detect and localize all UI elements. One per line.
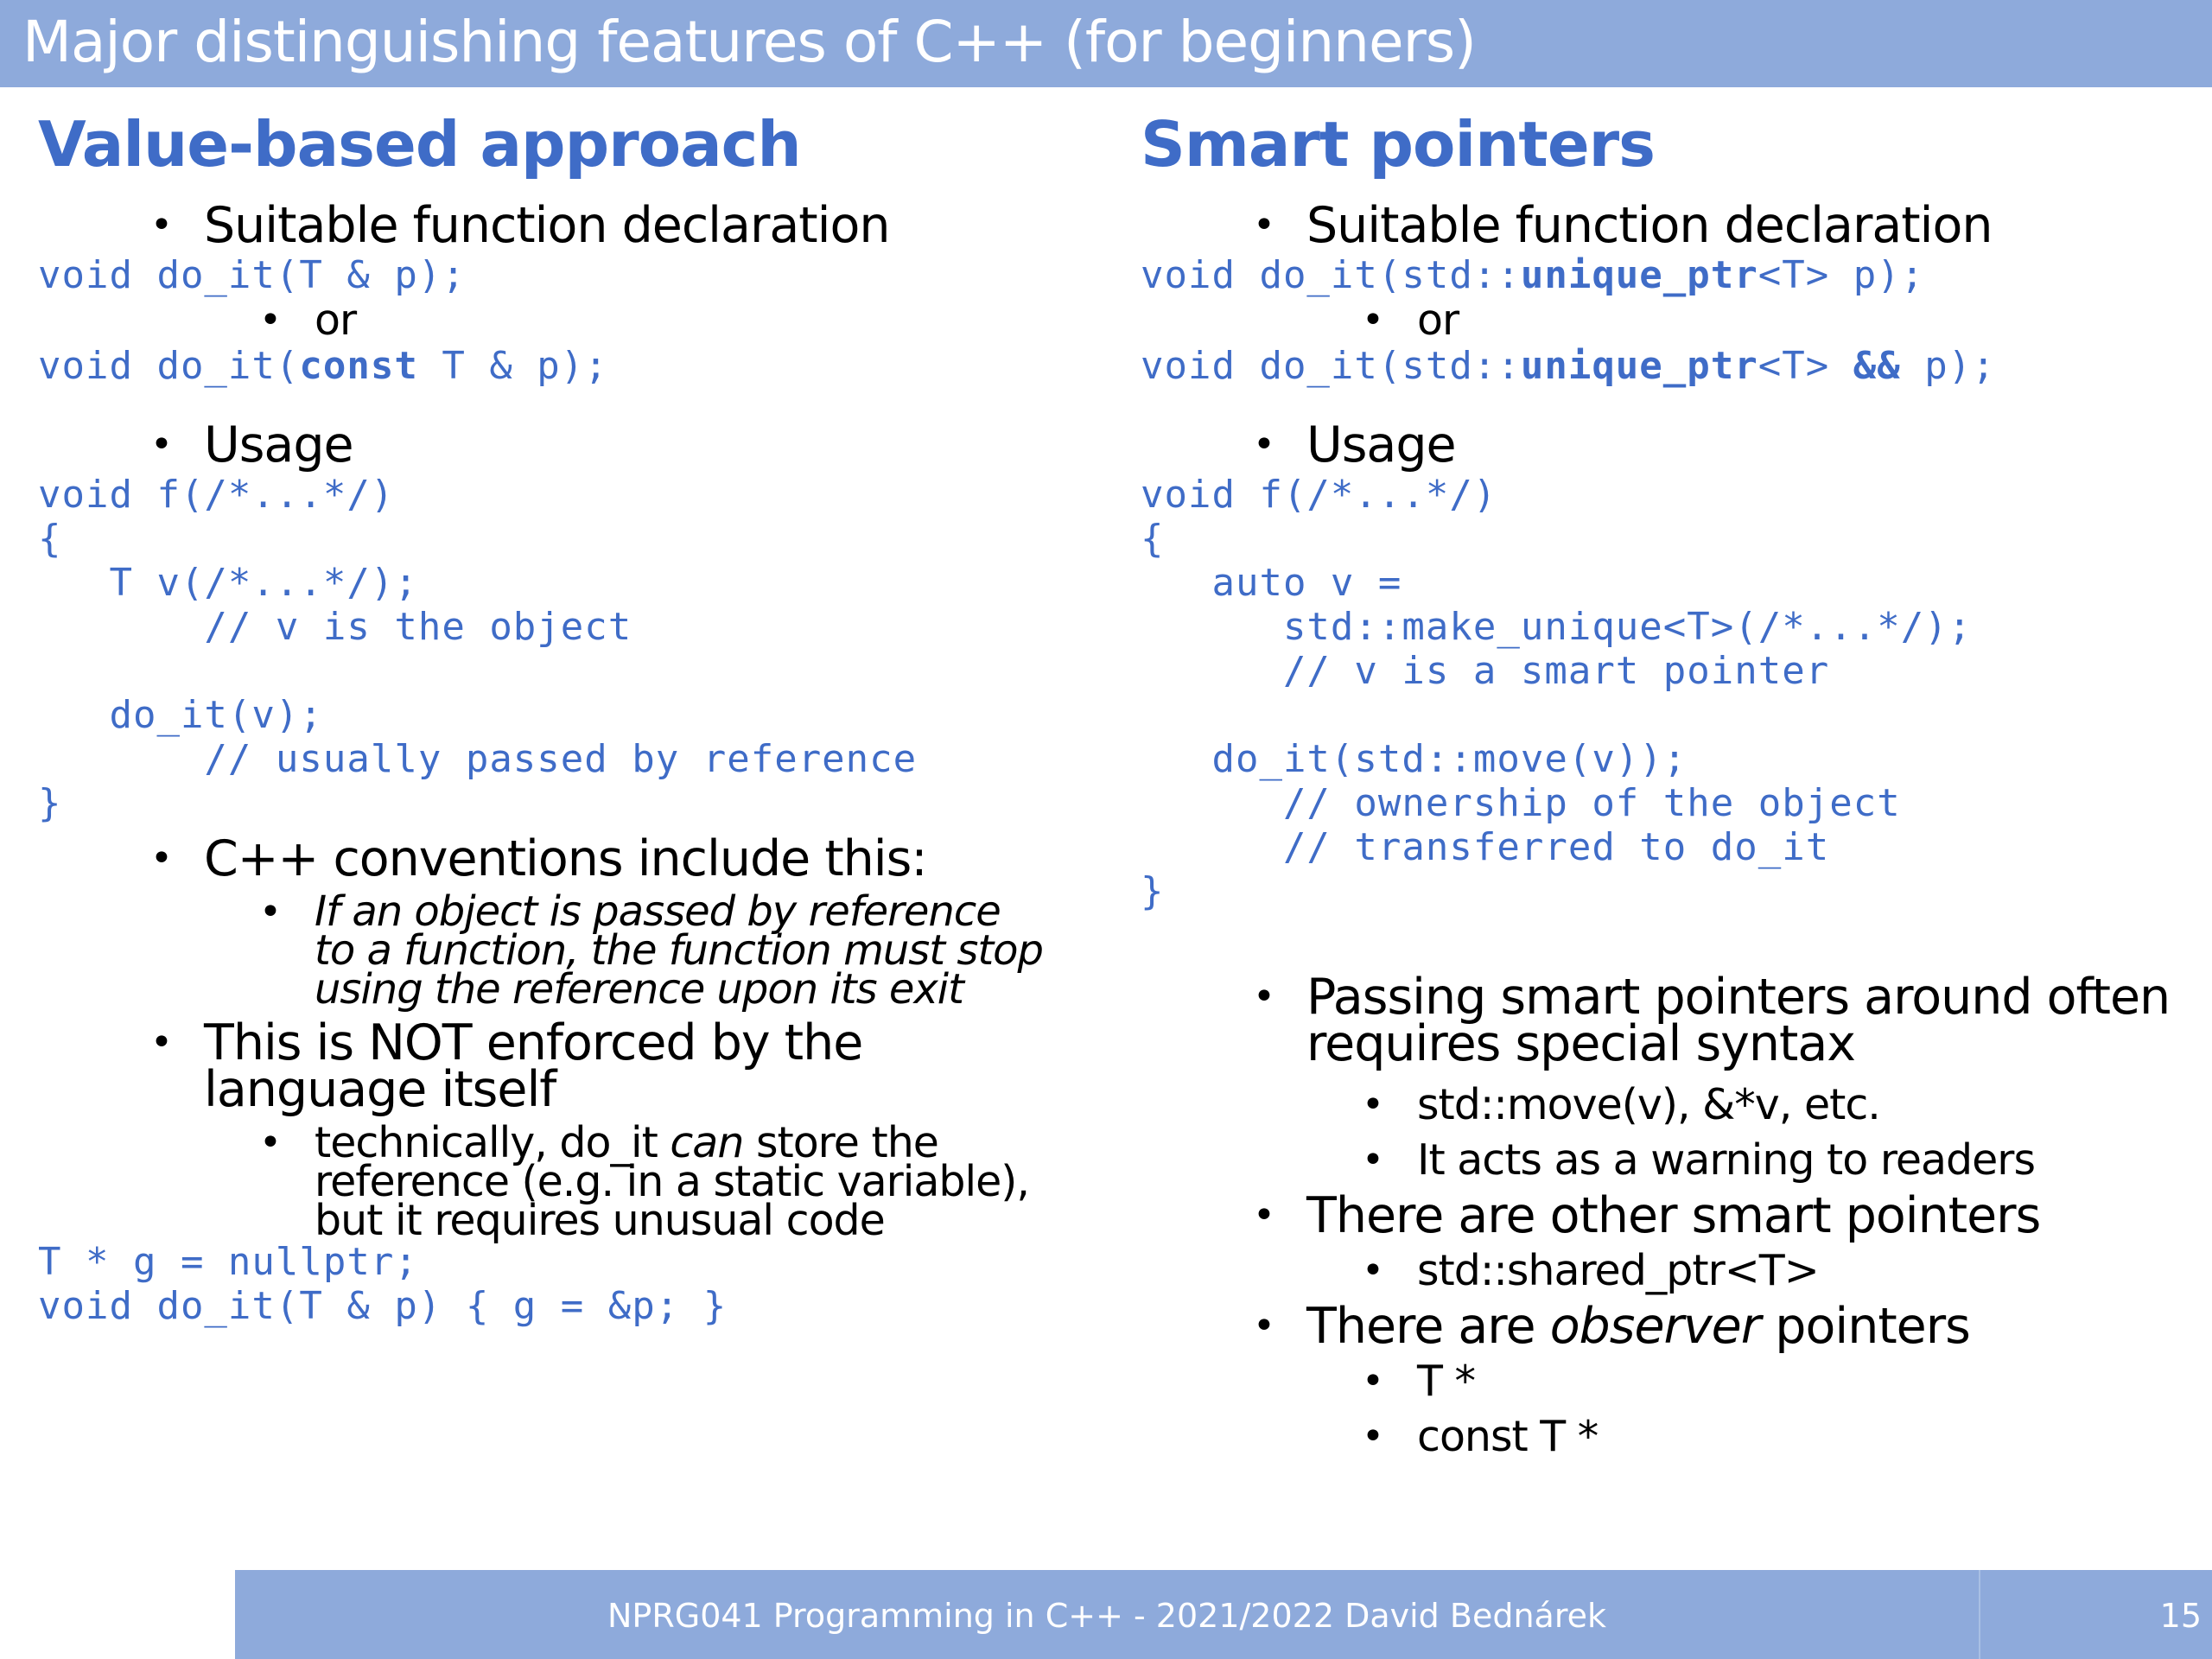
left-code-usage-line: // usually passed by reference xyxy=(38,737,918,781)
right-bullet-declaration: • Suitable function declaration xyxy=(1141,198,2195,253)
right-code-decl-1 xyxy=(1141,253,2195,297)
code-fragment: <T> p); xyxy=(1758,253,1925,297)
code-fragment: T & p); xyxy=(417,344,608,388)
left-sub-conventions: • If an object is passed by reference xyxy=(38,893,1092,931)
left-code-decl-1: void do_it(T & p); xyxy=(38,253,466,297)
right-bullet-passing-cont: requires special syntax xyxy=(1306,1015,1856,1072)
left-sub-technically xyxy=(38,1118,1092,1167)
right-code-usage-line: { xyxy=(1141,517,1165,561)
code-keyword: const xyxy=(299,344,418,388)
left-code-usage-line xyxy=(38,649,1092,693)
right-sub-shared: • std::shared_ptr<T> xyxy=(1141,1243,2195,1299)
right-code-usage-line: std::make_unique<T>(/*...*/); xyxy=(1141,605,1973,649)
left-column xyxy=(38,108,1092,1328)
right-code-usage-line: auto v = xyxy=(1141,561,1402,605)
left-sub-technically-cont: but it requires unusual code xyxy=(315,1196,885,1245)
right-code-usage-line: } xyxy=(1141,869,1165,913)
code-fragment: void do_it( xyxy=(38,344,300,388)
title-bar xyxy=(0,0,2212,87)
right-sub-move: • std::move(v), &*v, etc. xyxy=(1141,1077,2195,1133)
left-code-usage-line: T v(/*...*/); xyxy=(38,561,418,605)
left-code-bad-line: void do_it(T & p) { g = &p; } xyxy=(38,1284,728,1328)
left-bullet-not-enforced-cont: language itself xyxy=(204,1061,556,1118)
slide-title: Major distinguishing features of C++ (for beginners) xyxy=(22,9,1476,75)
right-sub-const-tptr: • const T * xyxy=(1141,1409,2195,1465)
right-bullet-observer xyxy=(1141,1299,2195,1354)
left-code-usage-line: { xyxy=(38,517,62,561)
left-code-usage-line: // v is the object xyxy=(38,605,632,649)
left-code-bad-line: T * g = nullptr; xyxy=(38,1240,418,1284)
left-sub-conventions-cont: using the reference upon its exit xyxy=(315,965,963,1014)
code-fragment: void do_it(std:: xyxy=(1141,253,1521,297)
code-keyword: unique_ptr xyxy=(1520,253,1758,297)
right-code-usage-line: // v is a smart pointer xyxy=(1141,649,1830,693)
right-bullet-passing: • Passing smart pointers around often xyxy=(1141,974,2195,1020)
text-fragment: store the xyxy=(743,1118,938,1167)
text-fragment: There are xyxy=(1306,1298,1550,1355)
right-code-usage-line xyxy=(1141,693,2195,737)
left-bullet-usage: • Usage xyxy=(38,417,1092,473)
footer-text: NPRG041 Programming in C++ - 2021/2022 David Bednárek xyxy=(607,1597,1606,1635)
right-code-usage-line: void f(/*...*/) xyxy=(1141,473,1497,517)
code-fragment: void do_it(std:: xyxy=(1141,344,1521,388)
right-code-decl-2 xyxy=(1141,344,2195,388)
text-fragment: pointers xyxy=(1760,1298,1970,1355)
right-heading: Smart pointers xyxy=(1141,108,1656,181)
left-bullet-declaration: • Suitable function declaration xyxy=(38,198,1092,253)
right-sub-tptr: • T * xyxy=(1141,1354,2195,1409)
left-code-usage-line: void f(/*...*/) xyxy=(38,473,395,517)
left-bullet-not-enforced: • This is NOT enforced by the xyxy=(38,1020,1092,1066)
left-bullet-conventions: • C++ conventions include this: xyxy=(38,836,1092,882)
emphasis-text: can xyxy=(670,1118,744,1167)
code-keyword: unique_ptr xyxy=(1520,344,1758,388)
right-bullet-other: • There are other smart pointers xyxy=(1141,1188,2195,1243)
right-bullet-or: • or xyxy=(1141,297,2195,344)
right-code-usage-line: // ownership of the object xyxy=(1141,781,1901,825)
left-code-usage-line: } xyxy=(38,781,62,825)
left-code-decl-2 xyxy=(38,344,1092,388)
emphasis-text: observer xyxy=(1549,1298,1761,1355)
left-sub-technically-cont: reference (e.g. in a static variable), xyxy=(315,1157,1029,1206)
text-fragment: technically, do_it xyxy=(315,1118,671,1167)
right-column xyxy=(1141,108,2195,1465)
code-fragment: <T> xyxy=(1758,344,1853,388)
right-sub-warning: • It acts as a warning to readers xyxy=(1141,1133,2195,1188)
left-code-usage-line: do_it(v); xyxy=(38,693,323,737)
page-number: 15 xyxy=(2159,1597,2202,1635)
right-bullet-usage: • Usage xyxy=(1141,417,2195,473)
left-bullet-or: • or xyxy=(38,297,1092,344)
left-heading: Value-based approach xyxy=(38,108,801,181)
code-fragment: p); xyxy=(1900,344,1996,388)
code-operator: && xyxy=(1853,344,1901,388)
left-sub-conventions-cont: to a function, the function must stop xyxy=(315,926,1044,975)
right-code-usage-line: do_it(std::move(v)); xyxy=(1141,737,1688,781)
right-code-usage-line: // transferred to do_it xyxy=(1141,825,1830,869)
